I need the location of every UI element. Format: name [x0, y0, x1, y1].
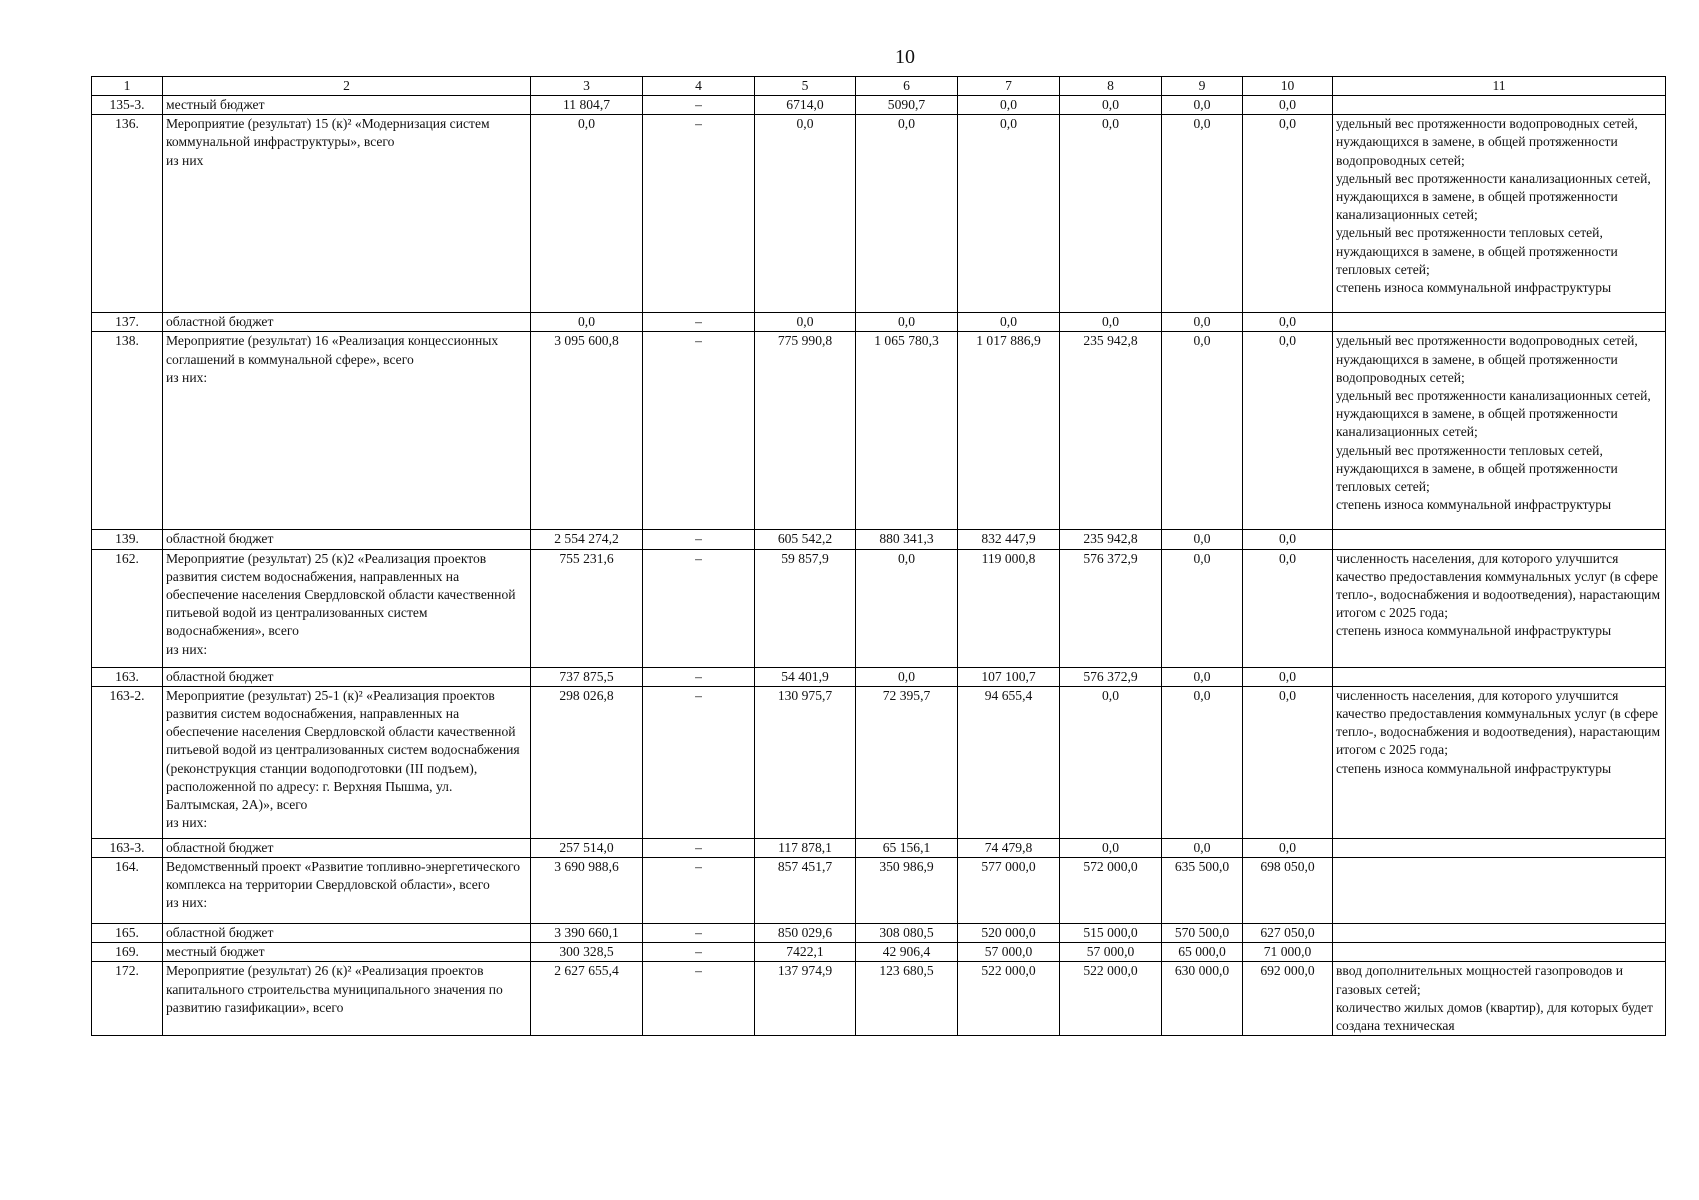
table-row — [92, 96, 1666, 115]
cell-col-6: 0,0 — [856, 313, 958, 332]
cell-indicators — [1333, 313, 1666, 332]
cell-col-9: 0,0 — [1162, 686, 1243, 838]
column-header-11: 11 — [1333, 77, 1666, 96]
cell-col-10: 627 050,0 — [1243, 924, 1333, 943]
cell-col-10: 0,0 — [1243, 686, 1333, 838]
cell-indicators — [1333, 667, 1666, 686]
cell-description: Мероприятие (результат) 25-1 (к)² «Реализация проектов развития систем водоснабжения, направленных на обеспечение населения Свердловской области качественной питьевой водой из централизованных систем водоснабжения (реконструкция станции водоподготовки (III подъем), расположенной по адресу: г. Верхняя Пышма, ул. Балтымская, 2А)», всего из них: — [163, 686, 531, 838]
cell-col-6: 350 986,9 — [856, 858, 958, 924]
cell-col-10: 0,0 — [1243, 838, 1333, 857]
cell-row-number: 163-3. — [92, 838, 163, 857]
table-row — [92, 838, 1666, 857]
cell-description: областной бюджет — [163, 838, 531, 857]
cell-col-10: 0,0 — [1243, 115, 1333, 313]
cell-col-7: 57 000,0 — [958, 943, 1060, 962]
cell-col-9: 0,0 — [1162, 115, 1243, 313]
table-row — [92, 332, 1666, 530]
cell-total: 3 095 600,8 — [531, 332, 643, 530]
cell-col-9: 65 000,0 — [1162, 943, 1243, 962]
column-header-3: 3 — [531, 77, 643, 96]
cell-indicators — [1333, 858, 1666, 924]
table-row — [92, 943, 1666, 962]
cell-col-7: 74 479,8 — [958, 838, 1060, 857]
cell-indicators: удельный вес протяженности водопроводных сетей, нуждающихся в замене, в общей протяженности водопроводных сетей; удельный вес протяженности канализационных сетей, нуждающихся в замене, в общей протяженности канализационных сетей; удельный вес протяженности тепловых сетей, нуждающихся в замене, в общей протяженности тепловых сетей; степень износа коммунальной инфраструктуры — [1333, 332, 1666, 530]
cell-indicators: численность населения, для которого улучшится качество предоставления коммунальных услуг (в сфере тепло-, водоснабжения и водоотведения), нарастающим итогом с 2025 года; степень износа коммунальной инфраструктуры — [1333, 686, 1666, 838]
cell-col-5: 54 401,9 — [755, 667, 856, 686]
cell-row-number: 162. — [92, 549, 163, 667]
cell-col-5: 59 857,9 — [755, 549, 856, 667]
cell-col-4: – — [643, 667, 755, 686]
cell-col-6: 72 395,7 — [856, 686, 958, 838]
cell-col-8: 235 942,8 — [1060, 530, 1162, 549]
cell-indicators — [1333, 943, 1666, 962]
cell-indicators: численность населения, для которого улучшится качество предоставления коммунальных услуг (в сфере тепло-, водоснабжения и водоотведения), нарастающим итогом с 2025 года; степень износа коммунальной инфраструктуры — [1333, 549, 1666, 667]
cell-row-number: 172. — [92, 962, 163, 1036]
cell-col-5: 7422,1 — [755, 943, 856, 962]
cell-col-5: 605 542,2 — [755, 530, 856, 549]
cell-description: Ведомственный проект «Развитие топливно-энергетического комплекса на территории Свердловской области», всего из них: — [163, 858, 531, 924]
cell-description: областной бюджет — [163, 530, 531, 549]
cell-col-5: 0,0 — [755, 313, 856, 332]
cell-col-7: 107 100,7 — [958, 667, 1060, 686]
column-header-9: 9 — [1162, 77, 1243, 96]
cell-total: 2 627 655,4 — [531, 962, 643, 1036]
cell-description: областной бюджет — [163, 924, 531, 943]
cell-col-6: 5090,7 — [856, 96, 958, 115]
cell-col-7: 832 447,9 — [958, 530, 1060, 549]
cell-col-8: 0,0 — [1060, 313, 1162, 332]
cell-indicators — [1333, 924, 1666, 943]
cell-description: Мероприятие (результат) 15 (к)² «Модернизация систем коммунальной инфраструктуры», всего из них — [163, 115, 531, 313]
cell-indicators: ввод дополнительных мощностей газопроводов и газовых сетей; количество жилых домов (квартир), для которых будет создана техническая — [1333, 962, 1666, 1036]
cell-col-7: 1 017 886,9 — [958, 332, 1060, 530]
cell-col-7: 522 000,0 — [958, 962, 1060, 1036]
cell-col-7: 0,0 — [958, 313, 1060, 332]
cell-col-5: 137 974,9 — [755, 962, 856, 1036]
cell-col-8: 57 000,0 — [1060, 943, 1162, 962]
table-row — [92, 549, 1666, 667]
cell-col-4: – — [643, 313, 755, 332]
cell-col-8: 0,0 — [1060, 838, 1162, 857]
cell-row-number: 137. — [92, 313, 163, 332]
cell-col-8: 576 372,9 — [1060, 549, 1162, 667]
cell-total: 298 026,8 — [531, 686, 643, 838]
cell-col-9: 570 500,0 — [1162, 924, 1243, 943]
cell-col-4: – — [643, 686, 755, 838]
cell-col-5: 850 029,6 — [755, 924, 856, 943]
cell-total: 2 554 274,2 — [531, 530, 643, 549]
cell-indicators — [1333, 96, 1666, 115]
cell-description: областной бюджет — [163, 667, 531, 686]
cell-description: Мероприятие (результат) 16 «Реализация концессионных соглашений в коммунальной сфере», всего из них: — [163, 332, 531, 530]
cell-col-7: 94 655,4 — [958, 686, 1060, 838]
cell-col-6: 42 906,4 — [856, 943, 958, 962]
cell-description: местный бюджет — [163, 943, 531, 962]
page-number: 10 — [895, 46, 915, 68]
cell-col-9: 0,0 — [1162, 838, 1243, 857]
cell-row-number: 163-2. — [92, 686, 163, 838]
cell-col-10: 692 000,0 — [1243, 962, 1333, 1036]
cell-col-7: 0,0 — [958, 96, 1060, 115]
cell-row-number: 164. — [92, 858, 163, 924]
cell-col-5: 117 878,1 — [755, 838, 856, 857]
cell-col-6: 0,0 — [856, 115, 958, 313]
column-header-4: 4 — [643, 77, 755, 96]
cell-col-4: – — [643, 530, 755, 549]
cell-total: 3 390 660,1 — [531, 924, 643, 943]
cell-description: областной бюджет — [163, 313, 531, 332]
cell-col-10: 0,0 — [1243, 549, 1333, 667]
cell-col-10: 71 000,0 — [1243, 943, 1333, 962]
cell-description: местный бюджет — [163, 96, 531, 115]
column-header-6: 6 — [856, 77, 958, 96]
cell-col-5: 6714,0 — [755, 96, 856, 115]
cell-col-8: 0,0 — [1060, 115, 1162, 313]
cell-col-4: – — [643, 332, 755, 530]
cell-col-6: 1 065 780,3 — [856, 332, 958, 530]
cell-total: 257 514,0 — [531, 838, 643, 857]
column-header-10: 10 — [1243, 77, 1333, 96]
cell-row-number: 135-3. — [92, 96, 163, 115]
cell-row-number: 136. — [92, 115, 163, 313]
column-header-7: 7 — [958, 77, 1060, 96]
cell-col-7: 119 000,8 — [958, 549, 1060, 667]
table-row — [92, 667, 1666, 686]
cell-col-4: – — [643, 943, 755, 962]
cell-col-8: 515 000,0 — [1060, 924, 1162, 943]
cell-col-5: 857 451,7 — [755, 858, 856, 924]
cell-total: 737 875,5 — [531, 667, 643, 686]
cell-col-10: 0,0 — [1243, 332, 1333, 530]
table-row — [92, 686, 1666, 838]
cell-col-4: – — [643, 924, 755, 943]
cell-col-8: 235 942,8 — [1060, 332, 1162, 530]
cell-col-10: 0,0 — [1243, 667, 1333, 686]
cell-col-4: – — [643, 549, 755, 667]
cell-col-9: 0,0 — [1162, 96, 1243, 115]
header-row — [92, 77, 1666, 96]
cell-col-6: 65 156,1 — [856, 838, 958, 857]
table-row — [92, 962, 1666, 1036]
cell-col-6: 123 680,5 — [856, 962, 958, 1036]
table-row — [92, 858, 1666, 924]
cell-col-4: – — [643, 838, 755, 857]
table-row — [92, 530, 1666, 549]
cell-col-9: 635 500,0 — [1162, 858, 1243, 924]
cell-description: Мероприятие (результат) 26 (к)² «Реализация проектов капитального строительства муниципального значения по развитию газификации», всего — [163, 962, 531, 1036]
cell-col-10: 698 050,0 — [1243, 858, 1333, 924]
cell-col-4: – — [643, 96, 755, 115]
cell-col-5: 0,0 — [755, 115, 856, 313]
cell-col-9: 0,0 — [1162, 667, 1243, 686]
cell-col-8: 0,0 — [1060, 96, 1162, 115]
cell-total: 0,0 — [531, 313, 643, 332]
cell-row-number: 165. — [92, 924, 163, 943]
table-row — [92, 313, 1666, 332]
cell-total: 3 690 988,6 — [531, 858, 643, 924]
cell-col-6: 880 341,3 — [856, 530, 958, 549]
cell-col-5: 775 990,8 — [755, 332, 856, 530]
cell-total: 300 328,5 — [531, 943, 643, 962]
cell-description: Мероприятие (результат) 25 (к)2 «Реализация проектов развития систем водоснабжения, направленных на обеспечение населения Свердловской области качественной питьевой водой из централизованных систем водоснабжения», всего из них: — [163, 549, 531, 667]
cell-col-7: 520 000,0 — [958, 924, 1060, 943]
cell-col-6: 0,0 — [856, 549, 958, 667]
cell-col-4: – — [643, 962, 755, 1036]
cell-col-4: – — [643, 115, 755, 313]
cell-row-number: 169. — [92, 943, 163, 962]
cell-indicators — [1333, 530, 1666, 549]
cell-total: 0,0 — [531, 115, 643, 313]
cell-col-9: 0,0 — [1162, 530, 1243, 549]
cell-indicators — [1333, 838, 1666, 857]
cell-col-8: 522 000,0 — [1060, 962, 1162, 1036]
cell-col-9: 0,0 — [1162, 313, 1243, 332]
cell-col-8: 576 372,9 — [1060, 667, 1162, 686]
cell-col-10: 0,0 — [1243, 313, 1333, 332]
cell-total: 755 231,6 — [531, 549, 643, 667]
cell-row-number: 138. — [92, 332, 163, 530]
cell-row-number: 139. — [92, 530, 163, 549]
column-header-8: 8 — [1060, 77, 1162, 96]
cell-total: 11 804,7 — [531, 96, 643, 115]
cell-col-7: 0,0 — [958, 115, 1060, 313]
cell-col-9: 630 000,0 — [1162, 962, 1243, 1036]
cell-col-5: 130 975,7 — [755, 686, 856, 838]
column-header-1: 1 — [92, 77, 163, 96]
cell-col-6: 308 080,5 — [856, 924, 958, 943]
cell-row-number: 163. — [92, 667, 163, 686]
column-header-5: 5 — [755, 77, 856, 96]
cell-col-8: 0,0 — [1060, 686, 1162, 838]
budget-table — [91, 76, 1666, 1036]
table-row — [92, 115, 1666, 313]
cell-indicators: удельный вес протяженности водопроводных сетей, нуждающихся в замене, в общей протяженности водопроводных сетей; удельный вес протяженности канализационных сетей, нуждающихся в замене, в общей протяженности канализационных сетей; удельный вес протяженности тепловых сетей, нуждающихся в замене, в общей протяженности тепловых сетей; степень износа коммунальной инфраструктуры — [1333, 115, 1666, 313]
table-row — [92, 924, 1666, 943]
cell-col-9: 0,0 — [1162, 332, 1243, 530]
cell-col-9: 0,0 — [1162, 549, 1243, 667]
cell-col-8: 572 000,0 — [1060, 858, 1162, 924]
cell-col-6: 0,0 — [856, 667, 958, 686]
cell-col-10: 0,0 — [1243, 96, 1333, 115]
cell-col-10: 0,0 — [1243, 530, 1333, 549]
cell-col-7: 577 000,0 — [958, 858, 1060, 924]
column-header-2: 2 — [163, 77, 531, 96]
cell-col-4: – — [643, 858, 755, 924]
